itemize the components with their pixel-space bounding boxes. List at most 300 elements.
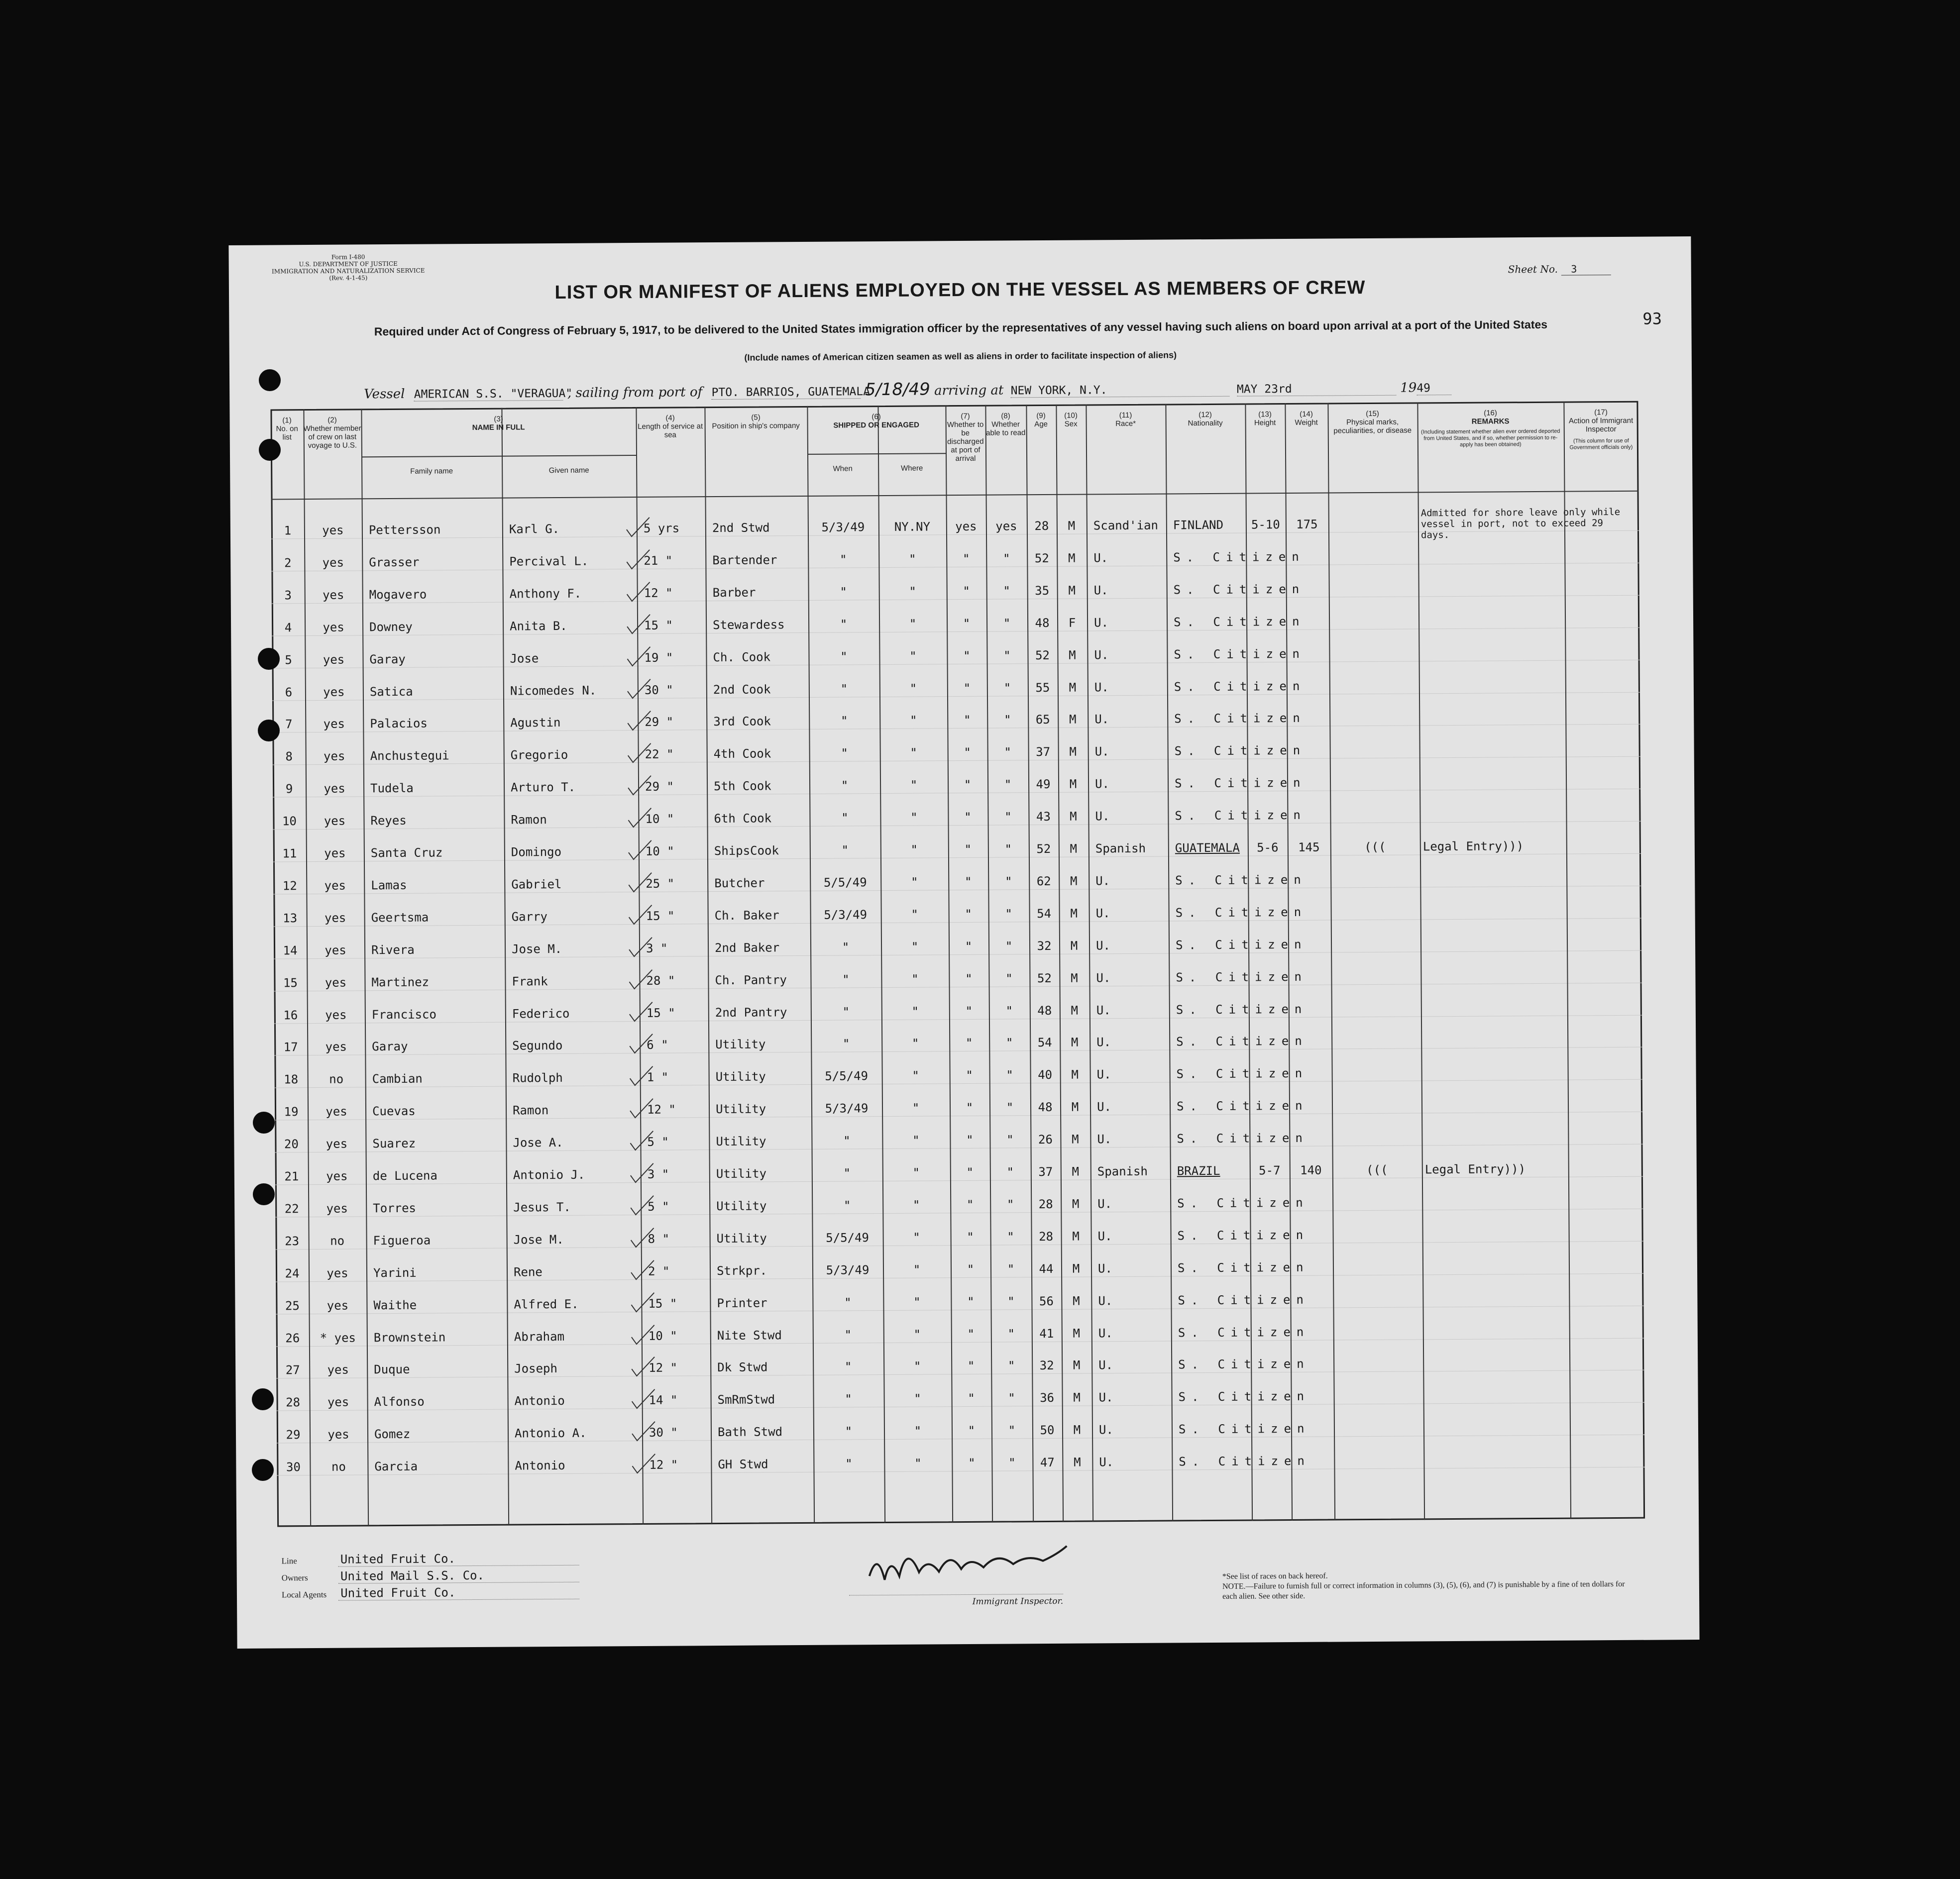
cell-when: " <box>843 1166 851 1180</box>
cell-where: " <box>908 552 916 566</box>
cell-where: " <box>913 1230 920 1245</box>
cell-when: " <box>844 1359 852 1374</box>
cell-discharged: " <box>967 1262 975 1276</box>
footer-agents <box>282 1585 579 1601</box>
punch-hole <box>253 1183 275 1205</box>
cell-nationality: S. Citizen <box>1173 614 1306 629</box>
cell-age: 56 <box>1039 1294 1054 1308</box>
cell-age: 48 <box>1037 1003 1052 1018</box>
cell-position: 3rd Cook <box>713 714 771 729</box>
column-grid <box>228 236 1691 245</box>
cell-when: 5/5/49 <box>823 875 867 890</box>
cell-read: " <box>1007 1326 1015 1341</box>
cell-service: 15 " <box>646 1006 675 1020</box>
cell-race: U. <box>1099 1455 1114 1469</box>
cell-where: " <box>911 1004 919 1019</box>
cell-nationality: S. Citizen <box>1176 969 1308 984</box>
column-header <box>636 414 705 439</box>
cell-discharged: " <box>963 616 971 630</box>
cell-family: Reyes <box>370 813 407 828</box>
cell-where: " <box>909 584 916 599</box>
check-mark <box>627 1063 656 1088</box>
cell-no: 12 <box>282 879 297 893</box>
cell-when: 5/5/49 <box>826 1230 870 1245</box>
cell-race: U. <box>1096 1035 1111 1049</box>
cell-read: " <box>1005 1036 1013 1050</box>
cell-where: " <box>913 1262 921 1277</box>
ruled-lines <box>228 236 1691 245</box>
check-mark <box>629 1386 658 1411</box>
cell-family: Grasser <box>369 555 420 570</box>
cell-discharged: " <box>965 971 973 986</box>
column-number: (7) <box>961 412 970 421</box>
check-mark <box>628 1225 657 1250</box>
column-header <box>807 464 878 473</box>
cell-when: " <box>840 585 847 599</box>
column-label: (Including statement whether alien ever ordered deported from United States, and if so, whether permission to re-apply has been obtained) <box>1420 428 1560 448</box>
cell-when: " <box>844 1327 852 1342</box>
footer-owners <box>282 1568 579 1584</box>
column-number: (2) <box>327 416 337 424</box>
cell-age: 37 <box>1038 1164 1053 1179</box>
cell-position: Bartender <box>712 553 777 567</box>
check-mark <box>629 1322 658 1347</box>
cell-discharged: " <box>965 1036 973 1050</box>
cell-sex: M <box>1068 519 1076 533</box>
cell-age: 48 <box>1038 1100 1053 1115</box>
cell-given: Segundo <box>512 1039 563 1053</box>
cell-nationality: S. Citizen <box>1174 775 1307 791</box>
cell-age: 52 <box>1034 551 1049 566</box>
cell-position: ShipsCook <box>714 843 779 858</box>
cell-where: " <box>912 1165 920 1180</box>
cell-position: 2nd Cook <box>713 682 771 697</box>
check-mark <box>629 1419 659 1444</box>
cell-when: " <box>841 811 849 825</box>
cell-position: Nite Stwd <box>717 1328 782 1343</box>
column-label: Weight <box>1295 418 1318 427</box>
cell-family: Gomez <box>374 1427 411 1442</box>
cell-sex: M <box>1073 1294 1080 1308</box>
column-label: Nationality <box>1188 418 1223 428</box>
cell-sex: M <box>1072 1164 1080 1179</box>
cell-sex: M <box>1072 1132 1079 1147</box>
arrival-year: 49 <box>1416 382 1451 395</box>
cell-given: Garry <box>511 909 548 924</box>
cell-read: " <box>1003 680 1011 695</box>
cell-given: Agustin <box>510 716 561 730</box>
column-number: (15) <box>1366 409 1379 418</box>
year-prefix: 19 <box>1400 380 1417 396</box>
cell-read: " <box>1003 713 1011 727</box>
cell-remarks: Admitted for shore leave only while vessel in port, not to exceed 29 days. <box>1420 506 1621 541</box>
column-label: Position in ship's company <box>712 421 800 431</box>
cell-when: 5/3/49 <box>824 907 868 922</box>
column-number: (14) <box>1300 410 1313 418</box>
cell-height: 5-7 <box>1259 1163 1281 1178</box>
check-mark <box>627 1031 656 1056</box>
column-header <box>878 464 946 473</box>
cell-read: " <box>1004 745 1011 759</box>
destination-port: NEW YORK, N.Y. <box>1011 383 1230 398</box>
cell-read: " <box>1005 1003 1013 1018</box>
check-mark <box>628 1257 658 1282</box>
cell-age: 32 <box>1039 1358 1054 1373</box>
cell-when: " <box>841 746 848 760</box>
cell-service: 5 " <box>648 1199 669 1214</box>
cell-weight: 175 <box>1296 517 1318 531</box>
cell-prev: * yes <box>320 1330 356 1345</box>
cell-service: 28 " <box>646 973 675 988</box>
cell-read: " <box>1008 1456 1016 1470</box>
cell-position: Utility <box>715 1037 766 1052</box>
cell-sex: M <box>1073 1358 1081 1373</box>
cell-prev: yes <box>322 555 344 570</box>
cell-discharged: " <box>968 1391 975 1406</box>
column-number: (10) <box>1064 411 1078 420</box>
cell-sex: M <box>1073 1326 1081 1341</box>
cell-race: U. <box>1093 583 1108 598</box>
cell-nationality: S. Citizen <box>1178 1389 1310 1404</box>
check-mark <box>626 837 655 862</box>
cell-family: Alfonso <box>374 1394 425 1409</box>
cell-where: " <box>914 1456 922 1470</box>
cell-discharged: " <box>965 939 973 953</box>
cell-service: 29 " <box>645 715 674 730</box>
form-number: Form I-480 <box>331 253 365 261</box>
cell-no: 4 <box>284 620 292 635</box>
cell-sex: M <box>1069 680 1077 695</box>
column-label: Age <box>1034 419 1048 429</box>
cell-no: 18 <box>284 1072 299 1087</box>
cell-position: Printer <box>717 1296 767 1310</box>
cell-given: Jose A. <box>513 1136 563 1150</box>
page-title: LIST OR MANIFEST OF ALIENS EMPLOYED ON THE VESSEL AS MEMBERS OF CREW <box>554 277 1366 303</box>
cell-age: 41 <box>1039 1326 1054 1341</box>
cell-prev: yes <box>327 1427 349 1442</box>
cell-given: Gabriel <box>511 877 562 892</box>
cell-where: " <box>910 875 918 889</box>
cell-prev: yes <box>325 1040 347 1054</box>
cell-remarks: Legal Entry))) <box>1424 1162 1526 1177</box>
cell-position: Utility <box>715 1102 766 1117</box>
cell-discharged: " <box>965 1004 973 1018</box>
cell-no: 17 <box>283 1040 298 1054</box>
cell-sex: M <box>1071 1035 1079 1050</box>
column-label: Height <box>1254 418 1276 427</box>
cell-sex: M <box>1069 744 1077 759</box>
cell-sex: M <box>1069 648 1076 662</box>
cell-discharged: " <box>966 1068 973 1083</box>
cell-discharged: " <box>964 810 972 825</box>
cell-when: " <box>842 1037 850 1051</box>
cell-sex: M <box>1072 1229 1080 1244</box>
cell-service: 3 " <box>646 941 668 955</box>
revision: (Rev. 4-1-45) <box>329 274 368 282</box>
cell-when: " <box>840 649 848 664</box>
cell-read: " <box>1002 551 1010 566</box>
cell-nationality: S. Citizen <box>1177 1195 1309 1211</box>
cell-service: 22 " <box>645 747 674 762</box>
cell-race: Spanish <box>1097 1164 1148 1179</box>
column-label: Where <box>901 464 923 473</box>
cell-where: " <box>913 1295 921 1309</box>
cell-weight: 145 <box>1298 840 1320 854</box>
cell-given: Joseph <box>514 1361 558 1376</box>
cell-service: 14 " <box>649 1393 678 1408</box>
cell-discharged: " <box>967 1359 975 1373</box>
cell-sex: M <box>1070 809 1077 824</box>
cell-no: 15 <box>283 975 298 990</box>
sheet-number <box>1508 263 1611 276</box>
cell-prev: yes <box>324 878 346 893</box>
cell-when: " <box>843 1198 851 1213</box>
cell-where: " <box>910 745 917 760</box>
cell-prev: yes <box>326 1201 348 1216</box>
cell-when: 5/3/49 <box>821 520 865 534</box>
page-number: 93 <box>1642 309 1662 328</box>
footnote-penalty: NOTE.—Failure to furnish full or correct information in columns (3), (5), (6), and (7) is punishable by a fine of ten dollars for each alien. See other side. <box>1222 1579 1625 1601</box>
cell-sex: M <box>1072 1197 1080 1211</box>
cell-age: 28 <box>1034 519 1049 533</box>
cell-read: " <box>1006 1165 1014 1179</box>
handwritten-date: 5/18/49 <box>865 379 930 400</box>
column-number: (5) <box>751 413 761 422</box>
check-mark <box>625 740 655 765</box>
cell-nationality: S. Citizen <box>1174 711 1306 726</box>
punch-hole <box>258 720 280 741</box>
cell-given: Jose <box>510 651 539 666</box>
cell-no: 23 <box>285 1234 300 1249</box>
cell-discharged: yes <box>955 519 977 534</box>
cell-race: U. <box>1094 647 1109 662</box>
cell-no: 24 <box>285 1266 300 1281</box>
cell-service: 6 " <box>647 1038 668 1052</box>
cell-when: " <box>841 778 849 793</box>
cell-race: U. <box>1098 1390 1113 1405</box>
cell-age: 55 <box>1035 680 1050 695</box>
column-label: Race* <box>1115 419 1136 428</box>
cell-prev: yes <box>323 652 345 667</box>
cell-prev: yes <box>324 814 346 828</box>
cell-race: Scand'ian <box>1093 518 1159 533</box>
cell-race: U. <box>1094 744 1109 759</box>
cell-service: 12 " <box>649 1458 678 1472</box>
cell-read: " <box>1004 842 1012 856</box>
cell-when: " <box>842 972 850 987</box>
sheet-number-value: 3 <box>1561 263 1611 276</box>
column-header <box>1563 408 1638 434</box>
cell-given: Antonio <box>514 1394 565 1408</box>
cell-service: 19 " <box>644 650 673 665</box>
cell-read: " <box>1006 1197 1014 1212</box>
footnotes <box>1222 1569 1631 1602</box>
inclusion-note: (Include names of American citizen seamen as well as aliens in order to facilitate inspection of aliens) <box>744 350 1177 363</box>
cell-sex: M <box>1070 939 1078 953</box>
cell-service: 12 " <box>644 586 673 600</box>
cell-discharged: " <box>962 551 970 566</box>
cell-where: " <box>911 1036 919 1051</box>
cell-nationality: S. Citizen <box>1178 1292 1309 1307</box>
cell-family: Satica <box>369 684 413 699</box>
cell-age: 28 <box>1038 1197 1053 1211</box>
cell-service: 5 " <box>647 1135 669 1149</box>
cell-where: " <box>911 940 919 954</box>
cell-discharged: " <box>966 1133 974 1148</box>
check-mark <box>625 805 655 830</box>
check-mark <box>625 708 654 733</box>
cell-no: 20 <box>284 1137 299 1151</box>
cell-where: " <box>913 1327 921 1342</box>
cell-race: U. <box>1097 1132 1112 1147</box>
cell-read: " <box>1005 939 1013 953</box>
cell-family: Francisco <box>371 1007 436 1022</box>
check-mark <box>629 1354 658 1379</box>
check-mark <box>627 999 656 1024</box>
cell-service: 3 " <box>647 1167 669 1181</box>
cell-sex: M <box>1074 1455 1081 1469</box>
cell-no: 19 <box>284 1105 299 1119</box>
cell-discharged: " <box>964 842 972 856</box>
vessel-line <box>364 376 1451 403</box>
cell-given: Antonio A. <box>514 1426 587 1441</box>
column-header <box>1564 438 1638 451</box>
cell-where: " <box>914 1391 921 1406</box>
cell-sex: M <box>1071 971 1078 985</box>
cell-given: Rudolph <box>512 1071 563 1085</box>
cell-service: 29 " <box>645 779 674 794</box>
cell-race: U. <box>1094 712 1109 727</box>
cell-where: " <box>910 842 918 857</box>
cell-nationality: S. Citizen <box>1175 905 1307 920</box>
check-mark <box>624 515 653 539</box>
cell-when: " <box>842 940 850 954</box>
cell-age: 52 <box>1035 648 1050 662</box>
cell-position: Ch. Pantry <box>715 972 787 987</box>
cell-family: Waithe <box>373 1298 417 1312</box>
cell-position: Dk Stwd <box>717 1360 768 1375</box>
cell-given: Abraham <box>514 1329 565 1344</box>
cell-no: 27 <box>285 1363 300 1377</box>
cell-given: Arturo T. <box>510 780 576 795</box>
cell-nationality: S. Citizen <box>1174 679 1306 694</box>
cell-given: Anthony F. <box>509 586 582 601</box>
column-header <box>1056 411 1086 428</box>
cell-position: Bath Stwd <box>717 1425 783 1440</box>
cell-nationality: S. Citizen <box>1176 1066 1308 1081</box>
cell-when: " <box>844 1295 852 1310</box>
cell-family: Cuevas <box>372 1104 416 1119</box>
column-label: (This column for use of Government officials only) <box>1569 437 1633 451</box>
cell-age: 52 <box>1036 841 1051 856</box>
cell-family: Anchustegui <box>370 748 449 763</box>
cell-read: " <box>1006 1100 1014 1115</box>
cell-sex: M <box>1068 583 1076 598</box>
cell-prev: yes <box>327 1266 348 1280</box>
cell-position: Ch. Baker <box>714 908 779 923</box>
cell-read: " <box>1003 648 1011 663</box>
cell-discharged: " <box>967 1294 975 1309</box>
cell-when: " <box>845 1392 852 1406</box>
cell-race: U. <box>1094 680 1109 694</box>
cell-prev: yes <box>323 685 345 699</box>
column-number: (13) <box>1258 410 1272 419</box>
punch-hole <box>252 1459 274 1481</box>
cell-family: Suarez <box>372 1136 416 1151</box>
cell-position: Strkpr. <box>716 1263 767 1278</box>
cell-read: " <box>1007 1294 1015 1309</box>
cell-race: U. <box>1095 938 1111 953</box>
cell-position: 6th Cook <box>714 811 772 826</box>
cell-race: U. <box>1096 1067 1111 1082</box>
cell-position: Utility <box>716 1199 767 1213</box>
cell-position: 2nd Pantry <box>715 1005 787 1020</box>
cell-nationality: S. Citizen <box>1175 872 1307 888</box>
column-number: (3) <box>494 415 503 423</box>
column-number: (1) <box>282 416 292 425</box>
cell-read: " <box>1007 1358 1015 1373</box>
cell-given: Jose M. <box>513 1232 564 1247</box>
form-identifier <box>269 253 428 282</box>
check-mark <box>626 934 656 959</box>
cell-position: Utility <box>716 1166 767 1181</box>
cell-sex: M <box>1070 906 1078 921</box>
cell-family: Santa Cruz <box>370 845 443 860</box>
cell-no: 14 <box>283 943 298 958</box>
cell-family: Downey <box>369 620 413 634</box>
cell-position: Utility <box>715 1069 766 1084</box>
cell-age: 44 <box>1039 1261 1054 1276</box>
cell-service: 10 " <box>645 844 674 858</box>
cell-read: " <box>1005 971 1013 986</box>
cell-where: " <box>912 1133 920 1148</box>
cell-no: 30 <box>286 1460 301 1474</box>
check-mark <box>627 1128 657 1153</box>
cell-prev: yes <box>323 749 345 764</box>
cell-position: SmRmStwd <box>717 1392 775 1407</box>
cell-when: " <box>841 843 849 857</box>
service: IMMIGRATION AND NATURALIZATION SERVICE <box>271 267 425 275</box>
cell-where: " <box>911 972 919 986</box>
cell-age: 52 <box>1037 971 1052 985</box>
cell-no: 22 <box>284 1202 299 1216</box>
cell-given: Ramon <box>512 1103 549 1118</box>
cell-no: 25 <box>285 1298 300 1313</box>
cell-service: 10 " <box>645 812 674 827</box>
cell-discharged: " <box>968 1424 976 1438</box>
cell-height: 5-6 <box>1257 840 1279 855</box>
cell-no: 10 <box>282 814 297 829</box>
cell-age: 50 <box>1040 1423 1055 1438</box>
cell-no: 8 <box>285 749 293 764</box>
cell-service: 30 " <box>644 683 673 697</box>
cell-discharged: " <box>963 584 970 598</box>
column-label: Action of Immigrant Inspector <box>1568 416 1633 434</box>
column-header <box>1285 410 1327 427</box>
cell-prev: yes <box>327 1395 349 1410</box>
cell-position: 5th Cook <box>713 779 771 794</box>
cell-age: 26 <box>1038 1133 1053 1147</box>
cell-sex: M <box>1073 1390 1081 1405</box>
cell-when: " <box>840 681 848 696</box>
cell-service: 15 " <box>646 909 675 923</box>
cell-discharged: " <box>963 681 971 695</box>
check-mark <box>629 1451 659 1476</box>
cell-position: 4th Cook <box>713 746 771 761</box>
agents-label: Local Agents <box>281 1589 327 1600</box>
cell-service: 8 " <box>648 1232 670 1246</box>
column-header <box>1086 411 1165 428</box>
